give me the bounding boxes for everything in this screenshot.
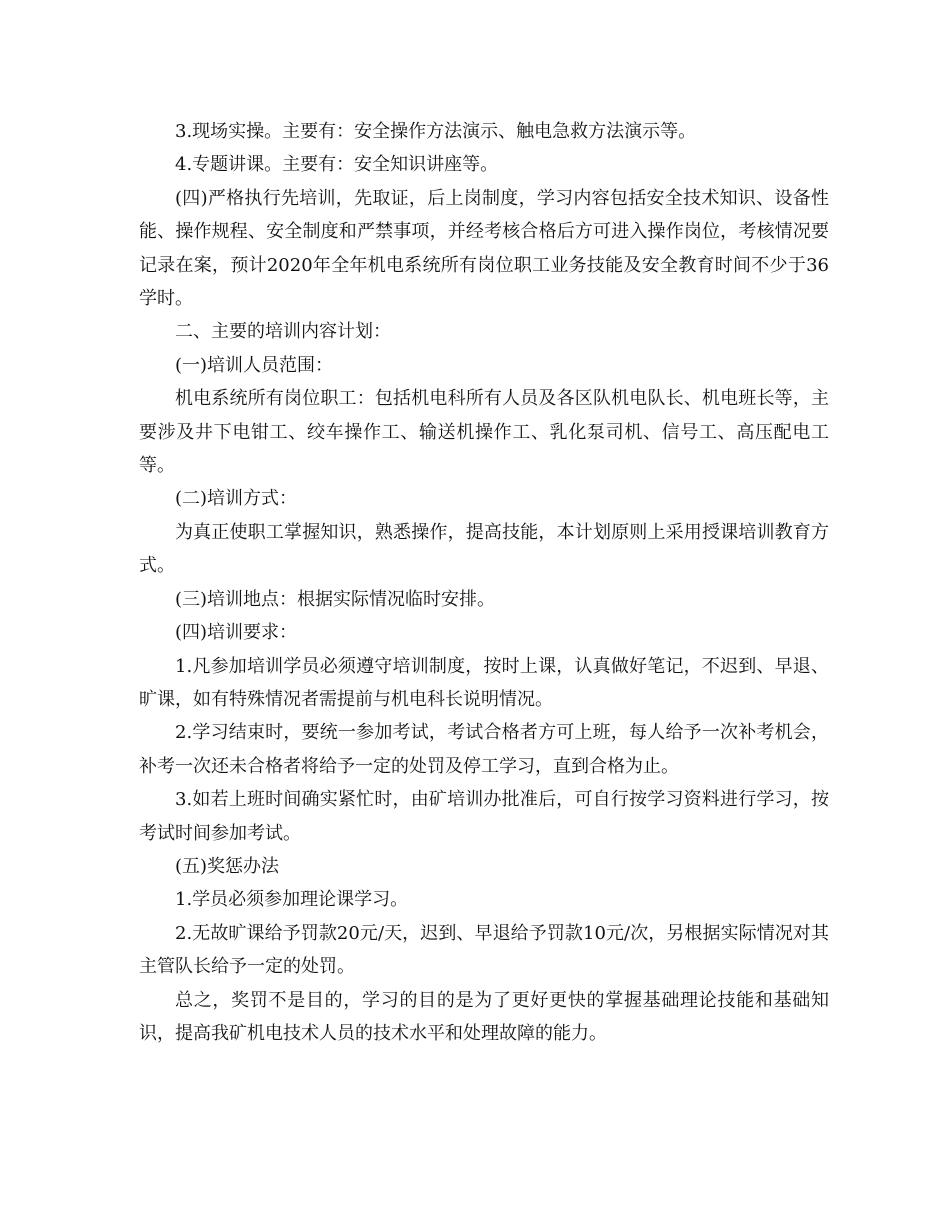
paragraph-onsite-practice: 3.现场实操。主要有：安全操作方法演示、触电急救方法演示等。 bbox=[175, 121, 697, 142]
heading-training-requirements: (四)培训要求： bbox=[175, 622, 298, 644]
paragraph-requirement-3: 3.如若上班时间确实紧忙时，由矿培训办批准后，可自行按学习资料进行学习，按考试时间参加考试。 bbox=[139, 789, 829, 844]
heading-rewards-penalties: (五)奖惩办法 bbox=[175, 855, 280, 877]
heading-training-content-plan: 二、主要的培训内容计划： bbox=[175, 321, 391, 343]
paragraph-training-method: 为真正使职工掌握知识，熟悉操作，提高技能，本计划原则上采用授课培训教育方式。 bbox=[139, 521, 829, 577]
paragraph-conclusion: 总之，奖罚不是目的，学习的目的是为了更好更快的掌握基础理论技能和基础知识，提高我矿机电技术人员的技术水平和处理故障的能力。 bbox=[139, 989, 829, 1044]
heading-training-method: (二)培训方式： bbox=[175, 488, 298, 510]
paragraph-requirement-2: 2.学习结束时，要统一参加考试，考试合格者方可上班，每人给予一次补考机会，补考一次还未合格者将给予一定的处罚及停工学习，直到合格为止。 bbox=[139, 722, 829, 777]
paragraph-training-location: (三)培训地点：根据实际情况临时安排。 bbox=[175, 588, 496, 610]
paragraph-special-lectures: 4.专题讲课。主要有：安全知识讲座等。 bbox=[175, 154, 499, 176]
paragraph-reward-2: 2.无故旷课给予罚款20元/天，迟到、早退给予罚款10元/次，另根据实际情况对其主管队长给予一定的处罚。 bbox=[139, 922, 829, 978]
paragraph-requirement-1: 1.凡参加培训学员必须遵守培训制度，按时上课，认真做好笔记，不迟到、早退、旷课，如有特殊情况者需提前与机电科长说明情况。 bbox=[139, 655, 829, 710]
paragraph-trainee-scope: 机电系统所有岗位职工：包括机电科所有人员及各区队机电队长、机电班长等，主要涉及井下电钳工、绞车操作工、输送机操作工、乳化泵司机、信号工、高压配电工等。 bbox=[139, 388, 829, 477]
heading-trainee-scope: (一)培训人员范围： bbox=[175, 354, 334, 376]
paragraph-reward-1: 1.学员必须参加理论课学习。 bbox=[175, 889, 409, 911]
paragraph-training-before-post: (四)严格执行先培训，先取证，后上岗制度，学习内容包括安全技术知识、设备性能、操作规程、安全制度和严禁事项，并经考核合格后方可进入操作岗位，考核情况要记录在案，预计2020年全年机电系统所有岗位职工业务技能及安全教育时间不少于36学时。 bbox=[139, 187, 829, 310]
document-body bbox=[139, 115, 829, 1050]
